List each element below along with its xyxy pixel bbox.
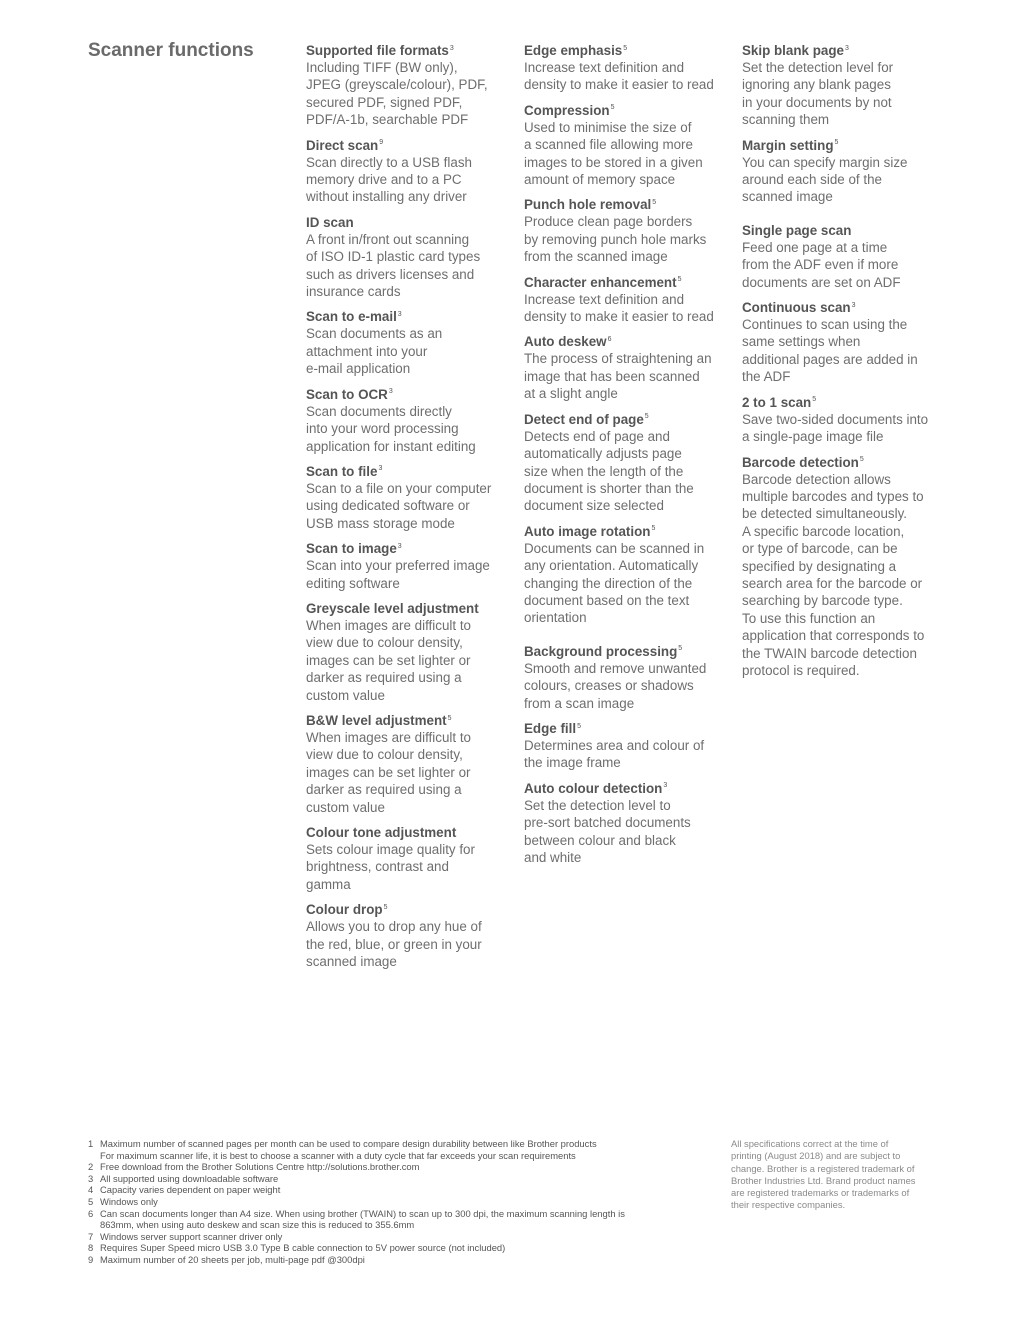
feature-title: Margin setting$^5$ [742, 137, 839, 153]
footnote [88, 1196, 708, 1208]
feature-title: Auto colour detection$^3$ [524, 780, 668, 796]
feature-item [742, 299, 942, 386]
footnote-ref: 9 [379, 139, 384, 147]
footnote-ref: 3 [844, 44, 849, 52]
feature-description: When images are difficult to view due to colour density, images can be set lighter or darker as required using a custom value [306, 729, 471, 815]
feature-description: Including TIFF (BW only), JPEG (greyscale/colour), PDF, secured PDF, signed PDF, PDF/A-1b, searchable PDF [306, 60, 488, 128]
feature-description: Scan directly to a USB flash memory drive and to a PC without installing any driver [306, 154, 472, 205]
feature-title: Edge emphasis$^5$ [524, 43, 628, 58]
feature-item [524, 523, 724, 627]
feature-description: Set the detection level to pre-sort batched documents between colour and black and white [524, 797, 691, 865]
footnote [88, 1138, 708, 1161]
footnote-number: 2 [88, 1161, 94, 1173]
footnote-ref: 5 [812, 396, 817, 404]
disclaimer: All specifications correct at the time of printing (August 2018) and are subject to change. Brother is a registered trademark of Brother Industries Ltd. Brand product names are registered trademarks or trademarks of their respective companies. [731, 1138, 916, 1211]
feature-title: 2 to 1 scan$^5$ [742, 394, 817, 410]
feature-item [524, 333, 724, 402]
footnote-ref: 3 [663, 782, 668, 790]
feature-title: Scan to file$^3$ [306, 463, 383, 479]
footnote-text: Can scan documents longer than A4 size. When using brother (TWAIN) to scan up to 300 dpi, the maximum scanning length is 863mm, when using auto deskew and scan size this is reduced to 355.6mm [100, 1207, 625, 1231]
feature-title: Colour drop$^5$ [306, 902, 388, 918]
feature-description: You can specify margin size around each side of the scanned image [742, 154, 908, 205]
footnote-ref: 5 [644, 413, 649, 421]
feature-description: A front in/front out scanning of ISO ID-1 plastic card types such as drivers licenses and insurance cards [306, 231, 481, 300]
footnote-ref: 5 [447, 714, 452, 722]
feature-item [306, 901, 506, 970]
feature-description: Feed one page at a time from the ADF even if more documents are set on ADF [742, 239, 901, 290]
feature-description: Allows you to drop any hue of the red, blue, or green in your scanned image [306, 919, 482, 970]
feature-item [524, 196, 724, 265]
feature-title: Greyscale level adjustment [306, 600, 479, 616]
footnote [88, 1208, 708, 1231]
feature-item [306, 137, 506, 206]
footnote-number: 4 [88, 1184, 94, 1196]
feature-title: Barcode detection$^5$ [742, 454, 864, 470]
features-column-1 [306, 42, 506, 970]
feature-title: Scan to image$^3$ [306, 541, 402, 557]
feature-item [306, 712, 506, 816]
feature-item [306, 463, 506, 532]
footnote-text: All supported using downloadable software [100, 1172, 279, 1184]
footnote-ref: 5 [651, 525, 656, 533]
feature-description: Produce clean page borders by removing punch hole marks from the scanned image [524, 214, 707, 265]
feature-description: Used to minimise the size of a scanned file allowing more images to be stored in a given amount of memory space [524, 119, 703, 188]
feature-item [306, 824, 506, 893]
feature-description: Scan to a file on your computer using dedicated software or USB mass storage mode [306, 480, 492, 531]
feature-title: Compression$^5$ [524, 102, 615, 118]
feature-item [306, 600, 506, 704]
features-column-2 [524, 42, 724, 866]
footnote [88, 1231, 708, 1243]
footnote-ref: 6 [607, 336, 612, 343]
feature-item [306, 386, 506, 455]
footnote-number: 5 [88, 1195, 94, 1207]
footnote-text: Free download from the Brother Solutions Centre http://solutions.brother.com [100, 1161, 420, 1173]
feature-item [306, 42, 506, 129]
footnote [88, 1242, 708, 1254]
footnote-number: 9 [88, 1253, 94, 1265]
footnote-ref: 3 [397, 542, 402, 550]
feature-title: Detect end of page$^5$ [524, 411, 649, 427]
footnote-ref: 5 [383, 903, 388, 911]
feature-description: Barcode detection allows multiple barcodes and types to be detected simultaneously. A specific barcode location, or type of barcode, can be specified by designating a search area for the barcode or searching by barcode type. To use this function an application that corresponds to the TWAIN barcode detection protocol is required. [742, 471, 925, 678]
feature-item [524, 720, 724, 772]
footnote-ref: 5 [677, 276, 682, 284]
feature-description: Save two-sided documents into a single-page image file [742, 411, 929, 445]
feature-item [524, 42, 724, 94]
footnote-ref: 3 [397, 311, 402, 318]
feature-description: Continues to scan using the same settings when additional pages are added in the ADF [742, 317, 918, 385]
footnote-ref: 5 [652, 198, 657, 206]
footnote-number: 3 [88, 1172, 94, 1184]
footnote-ref: 5 [610, 104, 615, 112]
feature-title: Colour tone adjustment [306, 825, 457, 840]
footnote-ref: 5 [678, 645, 683, 653]
feature-title: Supported file formats$^3$ [306, 43, 454, 58]
feature-description: The process of straightening an image that has been scanned at a slight angle [524, 351, 712, 402]
footnote-number: 7 [88, 1230, 94, 1242]
feature-description: Set the detection level for ignoring any blank pages in your documents by not scanning them [742, 60, 894, 128]
footnote-text: Requires Super Speed micro USB 3.0 Type B cable connection to 5V power source (not included) [100, 1242, 506, 1254]
feature-description: Scan documents directly into your word processing application for instant editing [306, 403, 476, 454]
feature-item [524, 274, 724, 326]
feature-description: Determines area and colour of the image frame [524, 737, 705, 771]
feature-title: Punch hole removal$^5$ [524, 197, 657, 213]
footnote [88, 1161, 708, 1173]
footnote-ref: 3 [851, 301, 856, 309]
footnote-number: 1 [88, 1138, 94, 1149]
feature-item [524, 102, 724, 189]
feature-title: Character enhancement$^5$ [524, 274, 682, 290]
feature-description: Smooth and remove unwanted colours, creases or shadows from a scan image [524, 660, 707, 711]
footnote-ref: 5 [623, 44, 628, 52]
feature-item [742, 137, 942, 206]
feature-title: Auto image rotation$^5$ [524, 523, 656, 539]
feature-item [524, 643, 724, 712]
feature-title: Edge fill$^5$ [524, 720, 581, 736]
feature-description: Scan into your preferred image editing software [306, 558, 490, 591]
feature-description: Documents can be scanned in any orientation. Automatically changing the direction of the document based on the text orientation [524, 540, 705, 626]
footnote-text: Maximum number of scanned pages per month can be used to compare design durability between like Brother products For maximum scanner life, it is best to choose a scanner with a duty cycle that far exceeds your scan requirements [100, 1138, 597, 1161]
feature-item [742, 394, 942, 446]
feature-title: Direct scan$^9$ [306, 137, 384, 153]
feature-description: Increase text definition and density to make it easier to read [524, 291, 714, 325]
feature-item [306, 214, 506, 301]
feature-title: Single page scan [742, 222, 852, 238]
footnote [88, 1173, 708, 1185]
feature-description: Increase text definition and density to make it easier to read [524, 60, 714, 93]
feature-title: Skip blank page$^3$ [742, 43, 849, 58]
feature-item [306, 308, 506, 377]
feature-title: Scan to OCR$^3$ [306, 386, 393, 402]
footnote-text: Maximum number of 20 sheets per job, multi-page pdf @300dpi [100, 1253, 365, 1265]
feature-title: B&W level adjustment$^5$ [306, 712, 452, 728]
footnote-ref: 3 [378, 465, 383, 473]
feature-item [524, 780, 724, 867]
feature-item [742, 222, 942, 291]
footnote-text: Windows server support scanner driver only [100, 1230, 283, 1242]
footnote [88, 1184, 708, 1196]
feature-item [524, 411, 724, 515]
feature-title: Background processing$^5$ [524, 643, 683, 659]
feature-item [742, 42, 942, 129]
feature-title: Scan to e-mail$^3$ [306, 309, 402, 325]
footnote [88, 1254, 708, 1266]
footnote-ref: 5 [859, 456, 864, 464]
footnote-ref: 3 [449, 44, 454, 52]
features-column-3 [742, 42, 942, 679]
feature-title: ID scan [306, 214, 354, 230]
feature-item [306, 540, 506, 592]
footnote-ref: 5 [577, 722, 581, 730]
footnote-text: Capacity varies dependent on paper weight [100, 1184, 281, 1196]
feature-description: Sets colour image quality for brightness, contrast and gamma [306, 842, 475, 892]
footnotes [88, 1138, 708, 1266]
footnote-ref: 3 [388, 388, 393, 396]
feature-description: Detects end of page and automatically adjusts page size when the length of the document is shorter than the document size selected [524, 428, 694, 514]
feature-description: When images are difficult to view due to colour density, images can be set lighter or darker as required using a custom value [306, 617, 471, 703]
section-title: Scanner functions [88, 40, 254, 61]
feature-item [742, 454, 942, 680]
footnote-text: Windows only [100, 1195, 158, 1207]
feature-description: Scan documents as an attachment into your e-mail application [306, 326, 443, 377]
footnote-number: 6 [88, 1207, 94, 1219]
footnote-number: 8 [88, 1242, 94, 1254]
feature-title: Auto deskew$^6$ [524, 334, 612, 350]
footnote-ref: 5 [834, 139, 839, 147]
feature-title: Continuous scan$^3$ [742, 300, 856, 316]
